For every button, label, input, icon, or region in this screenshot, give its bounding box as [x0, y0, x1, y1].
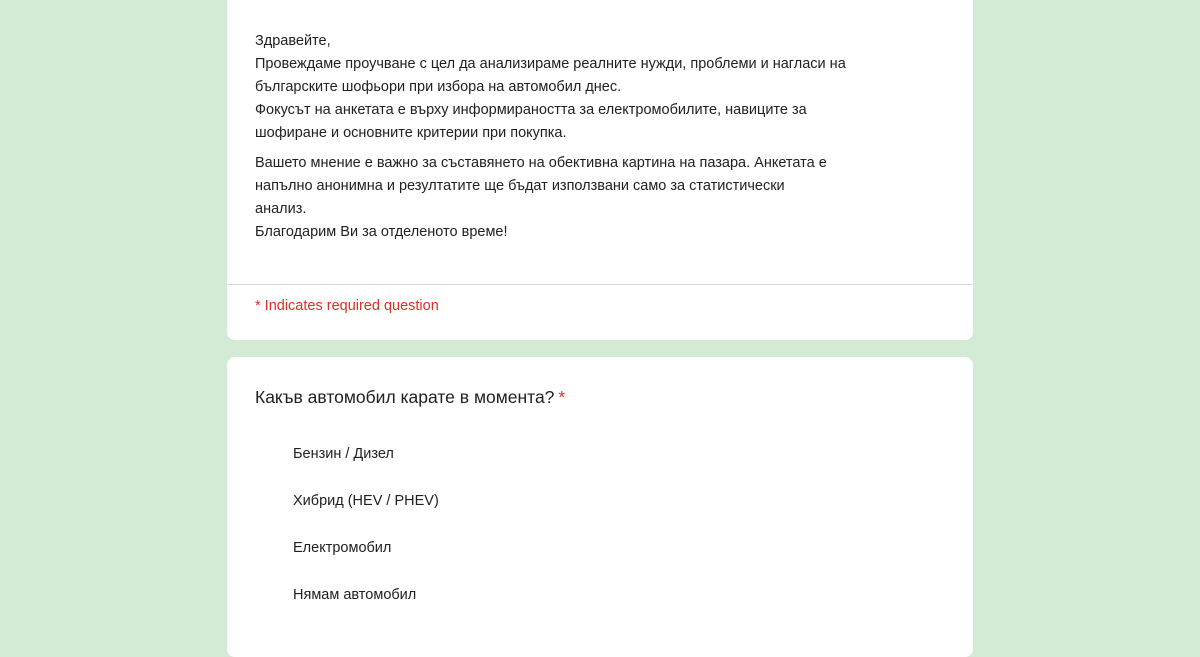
- description-line: Вашето мнение е важно за съставянето на обективна картина на пазара. Анкетата е: [255, 155, 827, 171]
- required-question-note: * Indicates required question: [255, 298, 439, 314]
- answer-option-petrol-diesel[interactable]: Бензин / Дизел: [293, 446, 394, 462]
- answer-option-electric[interactable]: Електромобил: [293, 540, 392, 556]
- description-line: напълно анонимна и резултатите ще бъдат използвани само за статистически: [255, 178, 785, 194]
- form-description: [255, 30, 947, 251]
- question-title-text: Какъв автомобил карате в момента?: [255, 387, 555, 407]
- description-line: анализ.: [255, 201, 307, 217]
- description-paragraph-2: [255, 152, 947, 244]
- description-line: Провеждаме проучване с цел да анализираме реалните нужди, проблеми и нагласи на: [255, 56, 846, 72]
- description-paragraph-1: [255, 30, 947, 145]
- question-title: [255, 387, 565, 408]
- description-line: българските шофьори при избора на автомобил днес.: [255, 79, 622, 95]
- required-asterisk: *: [558, 387, 566, 407]
- form-header-card: [227, 0, 973, 340]
- answer-option-no-car[interactable]: Нямам автомобил: [293, 587, 417, 603]
- answer-option-hybrid[interactable]: Хибрид (HEV / PHEV): [293, 493, 439, 509]
- description-line: Благодарим Ви за отделеното време!: [255, 224, 508, 240]
- header-divider: [227, 284, 973, 285]
- question-card: [227, 357, 973, 657]
- description-line: Здравейте,: [255, 33, 331, 49]
- description-line: шофиране и основните критерии при покупка.: [255, 125, 567, 141]
- answer-options: [293, 443, 439, 631]
- description-line: Фокусът на анкетата е върху информираността за електромобилите, навиците за: [255, 102, 807, 118]
